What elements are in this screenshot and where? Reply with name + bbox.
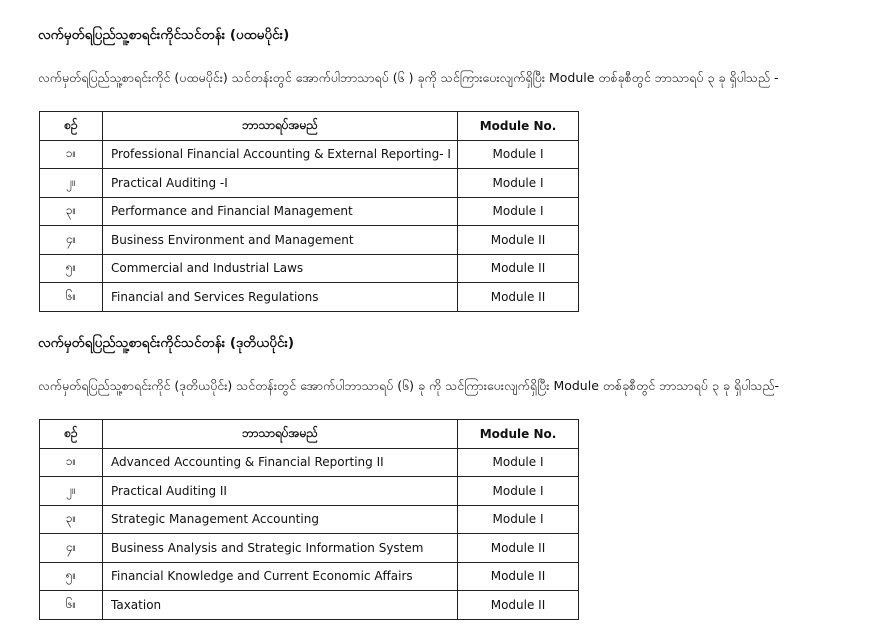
row-module: Module II: [458, 254, 579, 283]
table-row: [40, 283, 579, 312]
part2-intro: လက်မှတ်ရပြည်သူ့စာရင်းကိုင် (ဒုတိယပိုင်း) သင်တန်းတွင် အောက်ပါဘာသာရပ် (၆) ခု ကို သင်ကြားပေးလျက်ရှိပြီး Module တစ်ခုစီတွင် ဘာသာရပ် ၃ ခု ရှိပါသည်-: [38, 378, 780, 393]
part2-header-no: စဉ်: [40, 420, 103, 449]
row-module: Module I: [458, 169, 579, 198]
row-no: ၅။: [40, 254, 103, 283]
part1-heading-block: [38, 26, 289, 46]
row-module: Module I: [458, 448, 579, 477]
row-module: Module II: [458, 534, 579, 563]
row-subject: Business Analysis and Strategic Information System: [103, 534, 458, 563]
row-module: Module II: [458, 562, 579, 591]
row-subject: Professional Financial Accounting & External Reporting- I: [103, 140, 458, 169]
row-no: ၆။: [40, 591, 103, 620]
table-row: [40, 534, 579, 563]
row-no: ၂။: [40, 477, 103, 506]
row-subject: Taxation: [103, 591, 458, 620]
row-subject: Financial and Services Regulations: [103, 283, 458, 312]
row-no: ၃။: [40, 505, 103, 534]
part1-header-no: စဉ်: [40, 112, 103, 141]
row-module: Module I: [458, 477, 579, 506]
row-no: ၁။: [40, 140, 103, 169]
part1-table-header-row: [40, 112, 579, 141]
part2-header-module: Module No.: [458, 420, 579, 449]
row-no: ၆။: [40, 283, 103, 312]
row-subject: Advanced Accounting & Financial Reporting II: [103, 448, 458, 477]
row-no: ၅။: [40, 562, 103, 591]
part2-heading: လက်မှတ်ရပြည်သူ့စာရင်းကိုင်သင်တန်း (ဒုတိယပိုင်း): [38, 335, 295, 351]
table-row: [40, 505, 579, 534]
part1-intro: လက်မှတ်ရပြည်သူ့စာရင်းကိုင် (ပထမပိုင်း) သင်တန်းတွင် အောက်ပါဘာသာရပ် (၆ ) ခုကို သင်ကြားပေးလျက်ရှိပြီး Module တစ်ခုစီတွင် ဘာသာရပ် ၃ ခု ရှိပါသည် -: [38, 70, 779, 85]
row-no: ၂။: [40, 169, 103, 198]
row-module: Module II: [458, 591, 579, 620]
table-row: [40, 562, 579, 591]
row-subject: Performance and Financial Management: [103, 197, 458, 226]
row-subject: Strategic Management Accounting: [103, 505, 458, 534]
part1-table: [39, 111, 579, 312]
row-subject: Commercial and Industrial Laws: [103, 254, 458, 283]
table-row: [40, 254, 579, 283]
part1-heading: လက်မှတ်ရပြည်သူ့စာရင်းကိုင်သင်တန်း (ပထမပိုင်း): [38, 27, 290, 43]
row-subject: Practical Auditing II: [103, 477, 458, 506]
table-row: [40, 226, 579, 255]
row-no: ၄။: [40, 534, 103, 563]
row-no: ၄။: [40, 226, 103, 255]
part2-header-subject: ဘာသာရပ်အမည်: [103, 420, 458, 449]
row-module: Module I: [458, 505, 579, 534]
part2-heading-block: [38, 334, 294, 354]
row-subject: Financial Knowledge and Current Economic Affairs: [103, 562, 458, 591]
part2-intro-block: [38, 378, 779, 397]
table-row: [40, 591, 579, 620]
row-module: Module II: [458, 226, 579, 255]
table-row: [40, 169, 579, 198]
part1-intro-block: [38, 70, 779, 89]
row-no: ၁။: [40, 448, 103, 477]
part1-header-subject: ဘာသာရပ်အမည်: [103, 112, 458, 141]
table-row: [40, 197, 579, 226]
row-subject: Business Environment and Management: [103, 226, 458, 255]
row-subject: Practical Auditing -I: [103, 169, 458, 198]
part1-header-module: Module No.: [458, 112, 579, 141]
row-module: Module II: [458, 283, 579, 312]
part2-table-header-row: [40, 420, 579, 449]
table-row: [40, 448, 579, 477]
part2-table: [39, 419, 579, 620]
table-row: [40, 140, 579, 169]
row-module: Module I: [458, 197, 579, 226]
row-module: Module I: [458, 140, 579, 169]
table-row: [40, 477, 579, 506]
row-no: ၃။: [40, 197, 103, 226]
